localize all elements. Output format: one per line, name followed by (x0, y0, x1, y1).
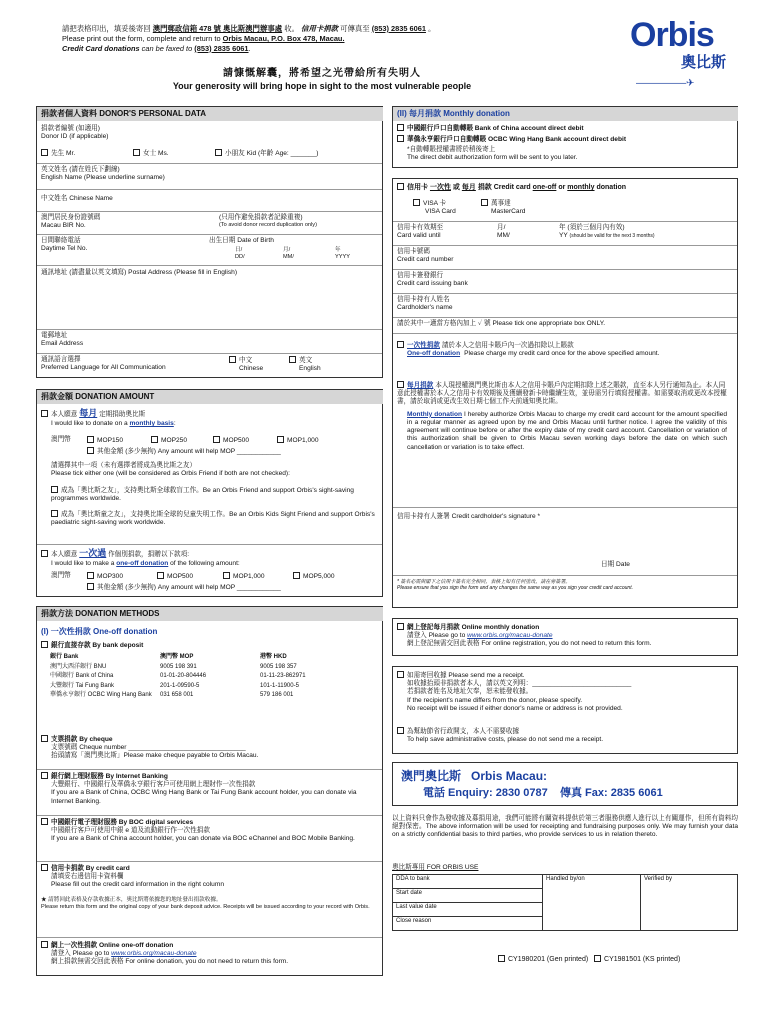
credit-card-method-checkbox[interactable] (41, 864, 48, 871)
receipt-addr-cn: 若捐款者姓名及地址欠奉，恕未能發收據。 (407, 688, 533, 696)
donation-amount-title: 捐款金額 DONATION AMOUNT (37, 390, 383, 404)
banner (62, 68, 582, 92)
donation-amount-panel (36, 389, 383, 597)
bir-note-en: (To avoid donor record duplication only) (219, 222, 317, 229)
dob-dd-cn: 日/ (235, 247, 243, 253)
mastercard-label-en: MasterCard (491, 208, 526, 216)
receipt-name-cn: 如收據抬頭非捐款者本人，請以英文列明：___________________________ (407, 680, 632, 688)
donor-id-label-en: Donor ID (if applicable) (41, 133, 109, 141)
monthly-cn-b: 每月 (79, 408, 98, 418)
boc-debit-label: 中國銀行戶口自動轉賬 Bank of China account direct debit (407, 125, 584, 132)
oneoff-mop500-label: MOP500 (167, 573, 194, 580)
monthly-cc-checkbox[interactable] (397, 381, 404, 388)
internet-banking-cn: 大豐銀行、中國銀行及華僑永亨銀行客戶可使用網上理財作一次性捐款 (51, 781, 256, 789)
month-en-a: Monthly donation (407, 410, 463, 418)
header-line3-fax: (853) 2835 6061 (194, 43, 249, 53)
code-ks: CY1981501 (KS printed) (604, 956, 681, 963)
header-line2: Please print out the form, complete and return to (62, 33, 221, 43)
bir-label-cn: 澳門居民身份證號碼 (41, 214, 101, 221)
cc-hdr-b: 一次性 (429, 184, 451, 191)
header-line3-a: Credit Card donations (62, 43, 140, 53)
donation-methods-panel (36, 606, 383, 976)
email-label-cn: 電郵地址 (41, 332, 68, 339)
mop250-checkbox[interactable] (151, 436, 158, 443)
holder-name-cn: 信用卡持有人姓名 (397, 296, 450, 303)
bir-label-en: Macau BIR No. (41, 222, 86, 230)
bank-deposit-label: 銀行直接存款 By bank deposit (51, 642, 144, 649)
orbis-use-table (392, 874, 738, 931)
credit-card-checkbox[interactable] (397, 183, 404, 190)
postal-address-label: 通訊地址 (請盡量以英文填寫) Postal Address (Please fill in English) (41, 269, 238, 276)
cheque-checkbox[interactable] (41, 735, 48, 742)
mop1000-checkbox[interactable] (277, 436, 284, 443)
monthly-donation-title: (II) 每月捐款 Monthly donation (393, 107, 738, 121)
bank-hkd: 579 186 001 (260, 692, 294, 698)
oneoff-other-checkbox[interactable] (87, 583, 94, 590)
orbis-use-row-label: Start date (393, 889, 543, 903)
banner-cn: 請慷慨解囊，將希望之光帶給所有失明人 (223, 68, 421, 79)
table-row (47, 663, 367, 673)
header-fax-number: (853) 2835 6061 (371, 24, 426, 33)
month-cn-b: 本人現授權澳門奧比斯由本人之信用卡賬戶內定期扣除上述之賬款，直至本人另行通知為止。本人同意此授權書於本人之信用卡有效期後及獲續發新卡時繼續生效，並毋需另行填寫授權書。如需要取消或更改本授權書，請於取消或更改生效日期七個工作天前通知奧比斯。 (397, 382, 727, 406)
online-monthly-label: 網上登記每月捐款 Online monthly donation (407, 624, 540, 631)
monthly-amount-checkbox[interactable] (41, 410, 48, 417)
deposit-note-en: Please return this form and the original copy of your bank deposit advice. Receipts will be issued according to your record with Orbis. (41, 903, 370, 910)
header-line1-mid: 收。 (284, 24, 299, 33)
handled-by-label: Handled by/on (543, 875, 641, 931)
online-oneoff-checkbox[interactable] (41, 941, 48, 948)
oneoff-amount-checkbox[interactable] (41, 550, 48, 557)
col-mop: 澳門幣 MOP (160, 654, 194, 660)
bank-hkd: 101-1-11900-5 (260, 682, 299, 689)
mastercard-label-cn: 萬事達 (491, 200, 511, 207)
logo-text: Orbis (630, 16, 714, 54)
bank-mop: 031 658 001 (160, 692, 194, 698)
online-oneoff-go: 請登入 Please go to (51, 950, 110, 958)
monthly-cn-c: 定期捐助奧比斯 (99, 411, 146, 418)
credit-card-method-cn: 請填妥右邊信用卡資料欄 (51, 873, 124, 881)
online-monthly-go: 請登入 Please go to (407, 632, 466, 640)
debit-note-cn: *自動轉賬授權書將於稍後寄上 (407, 146, 496, 153)
cc-hdr-e: 捐款 Credit card (477, 184, 531, 191)
bank-name: 華僑永亨銀行 OCBC Wing Hang Bank (50, 692, 152, 698)
ocbc-debit-checkbox[interactable] (397, 135, 404, 142)
lang-label-en: Preferred Language for All Communication (41, 364, 166, 372)
online-monthly-checkbox[interactable] (397, 623, 404, 630)
mop500-checkbox[interactable] (213, 436, 220, 443)
month-cn-a: 每月捐款 (407, 382, 434, 389)
gen-printed-checkbox[interactable] (498, 955, 505, 962)
kid-checkbox[interactable] (215, 149, 222, 156)
lang-label-cn: 通訊語言選擇 (41, 356, 81, 363)
personal-data-title: 捐款者個人資料 DONOR'S PERSONAL DATA (37, 107, 383, 121)
tel-label-en: Daytime Tel No. (41, 245, 88, 253)
oneoff-mop1000-checkbox[interactable] (223, 572, 230, 579)
banner-en: Your generosity will bring hope in sight to the most vulnerable people (172, 80, 472, 91)
header-instructions (62, 24, 622, 53)
header-line1-end: 。 (428, 24, 436, 33)
mop250-label: MOP250 (161, 437, 188, 444)
bank-deposit-checkbox[interactable] (41, 641, 48, 648)
tel-label-cn: 日間聯絡電話 (41, 237, 81, 244)
no-receipt-note: No receipt will be issued if either donor's name or address is not provided. (407, 704, 623, 712)
debit-note-en: The direct debit authorization form will be sent to you later. (407, 154, 578, 162)
contact-tel: 電話 Enquiry: 2830 0787 (423, 787, 548, 799)
orbis-use-row-label: Close reason (393, 917, 543, 931)
receipt-checkbox[interactable] (397, 671, 404, 678)
online-monthly-link[interactable]: www.orbis.org/macau-donate (467, 632, 553, 640)
oneoff-mop500-checkbox[interactable] (157, 572, 164, 579)
dob-mm: MM/ (283, 253, 294, 260)
donor-id-label-cn: 捐款者編號 (如適用) (41, 125, 100, 132)
oneoff-en-b: one-off donation (116, 560, 169, 567)
plane-icon: —————✈ (636, 78, 695, 89)
donation-methods-title: 捐款方法 DONATION METHODS (37, 607, 383, 621)
monthly-mop-cn: 澳門幣 (51, 436, 71, 443)
code-gen: CY1980201 (Gen printed) (508, 956, 589, 963)
internet-banking-checkbox[interactable] (41, 772, 48, 779)
valid-mm-cn: 月/ (497, 224, 506, 231)
english-label-en: English (299, 365, 321, 373)
cn-name-label: 中文姓名 Chinese Name (41, 195, 113, 202)
valid-until-cn: 信用卡有效期至 (397, 224, 444, 231)
mop500-label: MOP500 (223, 437, 250, 444)
month-en-b: I hereby authorize Orbis Macau to charge my credit card account for the amount specified in a regular manner as agreed upon by me and Orbis Macau until further notice. I agree the validity of this agreement will continue before or after the expiry date of my credit card account. Cancellation or variation of this authorization shall be given to Orbis Macau seven working days before the date on which such cancellation or variation is to take effect. (407, 410, 728, 451)
valid-yy-cn: 年 (須於三個月內有效) (559, 224, 625, 231)
personal-data-panel (36, 106, 383, 378)
english-label-cn: 英文 (299, 357, 313, 364)
ocbc-debit-label: 華僑永亨銀行戶口自動轉賬 OCBC Wing Hang Bank account direct debit (407, 136, 627, 143)
choose-cn: 請選擇其中一項（未有選擇者將成為奧比斯之友） (51, 462, 197, 469)
orbis-use-row-label: DDA to bank (393, 875, 543, 889)
oneoff-en-a: I would like to make a (51, 560, 115, 567)
oneoff-cn-a: 本人願意 (51, 551, 78, 558)
ccno-label-en: Credit card number (397, 256, 454, 264)
ccno-label-cn: 信用卡號碼 (397, 248, 430, 255)
deposit-note-cn: ★ 請將回此表格及存款收據正本，奧比斯將依據您的地址發出捐款收據。 (41, 897, 222, 903)
contact-title-en: Orbis Macau: (471, 769, 548, 783)
oneoff-mop-cn: 澳門幣 (51, 572, 71, 579)
chinese-label-cn: 中文 (239, 357, 253, 364)
mr-checkbox[interactable] (41, 149, 48, 156)
ms-checkbox[interactable] (133, 149, 140, 156)
dob-dd: DD/ (235, 253, 245, 260)
online-oneoff-label: 網上一次性捐款 Online one-off donation (51, 942, 174, 949)
once-cn-a: 一次性捐款 (407, 342, 440, 349)
cheque-number-label: 支票號碼 Cheque number ________________________________ (51, 744, 246, 752)
monthly-other-checkbox[interactable] (87, 447, 94, 454)
receipt-panel (392, 666, 738, 754)
mop150-checkbox[interactable] (87, 436, 94, 443)
signature-date-label: 日期 Date (601, 561, 630, 568)
sig-note-cn: * 簽名必需與閣下之信用卡簽名完全相同，表格上如有任何塗改，請在旁簽署。 (397, 579, 571, 585)
mop1000-label: MOP1,000 (287, 437, 319, 444)
boc-digital-en: If you are a Bank of China account holder, you can donate via BOC eChannel and BOC Mobile Banking. (51, 835, 355, 843)
bir-note-cn: (只用作避免捐款者記錄重複) (219, 214, 303, 221)
visa-label-cn: VISA 卡 (423, 200, 447, 207)
kids-sight-friend-label: 成為「奧比斯童之友」，支持奧比斯全球的兒童失明工作。Be an Orbis Kids Sight Friend and support Orbis's paediatric sight-saving work worldwide. (51, 511, 375, 527)
eng-name-label-en: English Name (Please underline surname) (41, 174, 165, 182)
oneoff-mop1000-label: MOP1,000 (233, 573, 265, 580)
oneoff-en-c: of the following amount: (170, 560, 240, 567)
contact-panel (392, 762, 738, 806)
boc-digital-cn: 中國銀行客戶可使用中銀 e 道及流動銀行作一次性捐款 (51, 827, 210, 835)
cc-hdr-i: donation (596, 184, 627, 191)
monthly-en-b: monthly basis (129, 420, 174, 427)
cardholder-signature-label: 信用卡持有人簽署 Credit cardholder's signature * (397, 513, 541, 520)
monthly-cn-a: 本人願意 (51, 411, 78, 418)
header-address-cn: 澳門郵政信箱 478 號 奧比斯澳門辦事處 (152, 24, 283, 33)
dob-mm-cn: 月/ (283, 247, 291, 253)
monthly-other-label: 其他金額 (多少無拘) Any amount will help MOP ____________ (97, 448, 281, 455)
valid-yy: YY (559, 232, 568, 240)
once-cn-b: 請於本人之信用卡賬戶內一次過扣除以上賬款 (441, 342, 574, 349)
oneoff-cn-c: 作個別捐款，捐贈以下款項: (108, 551, 190, 558)
internet-banking-label: 銀行網上理財服務 By Internet Banking (51, 773, 168, 780)
kid-label: 小朋友 Kid (年齡 Age: _______) (225, 150, 319, 157)
header-address-en: Orbis Macau, P.O. Box 478, Macau. (222, 33, 345, 43)
header-fax-cn: 可傳真至 (340, 24, 370, 33)
table-row (47, 691, 367, 701)
save-cost-cn: 為幫助節省行政開支，本人不需要收據 (407, 728, 520, 735)
bank-accounts-table (47, 653, 367, 701)
mop5000-checkbox[interactable] (293, 572, 300, 579)
valid-mm: MM/ (497, 232, 510, 240)
ks-printed-checkbox[interactable] (594, 955, 601, 962)
orbis-use-row-label: Last value date (393, 903, 543, 917)
cc-hdr-f: one-off (532, 184, 557, 191)
oneoff-cn-b: 一次過 (79, 548, 107, 558)
boc-digital-checkbox[interactable] (41, 818, 48, 825)
cc-hdr-h: monthly (567, 184, 595, 191)
oneoff-cc-checkbox[interactable] (397, 341, 404, 348)
valid-note: (should be valid for the next 3 months) (569, 233, 655, 240)
issuing-bank-cn: 信用卡簽發銀行 (397, 272, 444, 279)
once-en-a: One-off donation (407, 350, 461, 358)
orbis-friend-checkbox[interactable] (51, 486, 58, 493)
mop5000-label: MOP5,000 (303, 573, 335, 580)
issuing-bank-en: Credit card issuing bank (397, 280, 468, 288)
sig-note-en: Please ensure that you sign the form and any changes the same way as you sign your credit card account. (397, 585, 633, 592)
holder-name-en: Cardholder's name (397, 304, 453, 312)
col-bank: 銀行 Bank (50, 654, 79, 660)
once-en-b: Please charge my credit card once for the above specified amount. (464, 350, 660, 358)
dob-label: 出生日期 Date of Birth (209, 237, 274, 244)
credit-card-method-label: 信用卡捐款 By credit card (51, 865, 130, 872)
bank-mop: 201-1-09590-5 (160, 682, 200, 689)
valid-until-en: Card valid until (397, 232, 441, 240)
cc-hdr-c: 或 (452, 184, 460, 191)
boc-digital-label: 中國銀行電子理財服務 By BOC digital services (51, 819, 194, 826)
contact-title-cn: 澳門奧比斯 (401, 769, 462, 783)
bank-mop: 9005 198 391 (160, 663, 197, 670)
receipt-name-en: If the recipient's name differs from the donor, please specify. (407, 696, 583, 704)
bank-hkd: 01-11-23-862971 (260, 673, 306, 679)
cc-hdr-g: or (558, 184, 566, 191)
eng-name-label-cn: 英文姓名 (請在姓氏下劃線) (41, 166, 120, 173)
ms-label: 女士 Ms. (143, 150, 169, 157)
cc-hdr-d: 每月 (461, 184, 476, 191)
english-checkbox[interactable] (289, 356, 296, 363)
chinese-checkbox[interactable] (229, 356, 236, 363)
orbis-friend-label: 成為「奧比斯之友」，支持奧比斯全球救盲工作。Be an Orbis Friend and support Orbis's sight-saving programmes worldwide. (51, 487, 354, 503)
logo-cn: 奧比斯 (680, 54, 726, 71)
mop150-label: MOP150 (97, 437, 124, 444)
cc-hdr-a: 信用卡 (407, 184, 428, 191)
mop300-label: MOP300 (97, 573, 124, 580)
bank-hkd: 9005 198 357 (260, 663, 297, 670)
save-cost-en: To help save administrative costs, please do not send me a receipt. (407, 736, 604, 744)
footer-codes (498, 955, 680, 965)
contact-fax: 傳真 Fax: 2835 6061 (559, 787, 663, 799)
tick-note: 請於其中一適當方格內加上 ✓ 號 Please tick one appropriate box ONLY. (397, 320, 606, 327)
bank-name: 大豐銀行 Tai Fung Bank (50, 682, 115, 689)
oneoff-other-label: 其他金額 (多少無拘) Any amount will help MOP ____________ (97, 584, 281, 591)
orbis-use-title: 奧比斯專用 FOR ORBIS USE (392, 864, 479, 871)
dob-yy: YYYY (335, 253, 350, 260)
choose-en: Please tick either one (will be considered as Orbis Friend if both are not checked): (51, 470, 290, 478)
online-monthly-panel (392, 618, 738, 656)
boc-debit-checkbox[interactable] (397, 124, 404, 131)
orbis-logo (630, 18, 730, 90)
bank-name: 中國銀行 Bank of China (50, 673, 114, 679)
bank-name: 澳門大西洋銀行 BNU (50, 663, 107, 670)
col-hkd: 港幣 HKD (260, 654, 287, 660)
credit-card-panel (392, 178, 738, 608)
monthly-en-c: : (173, 420, 176, 427)
email-label-en: Email Address (41, 340, 84, 348)
bank-mop: 01-01-20-804446 (160, 673, 207, 679)
monthly-en-a: I would like to donate on a (51, 420, 128, 427)
online-oneoff-link[interactable]: www.orbis.org/macau-donate (111, 950, 197, 958)
dob-yy-cn: 年 (335, 247, 341, 253)
receipt-label: 如需寄回收據 Please send me a receipt. (407, 672, 525, 679)
table-row (47, 672, 367, 682)
mr-label: 先生 Mr. (51, 150, 76, 157)
kids-sight-friend-checkbox[interactable] (51, 510, 58, 517)
online-oneoff-note: 網上捐款無需交回此表格 For online donation, you do not need to return this form. (51, 958, 289, 966)
internet-banking-en: If you are a Bank of China, OCBC Wing Hang Bank or Tai Fung Bank account holder, you can donate via Internet Banking. (51, 789, 357, 805)
cheque-label: 支票捐款 By cheque (51, 736, 113, 743)
mastercard-checkbox[interactable] (481, 199, 488, 206)
verified-by-label: Verified by (641, 875, 738, 931)
mop300-checkbox[interactable] (87, 572, 94, 579)
oneoff-donation-header: (I) 一次性捐款 One-off donation (41, 627, 158, 636)
privacy-statement: 以上資料只會作為發收據及募捐用途，我們可能將有關資料提供於第三者服務供應人進行以上有關運作，但所有資料均絕對保密。The above information will be used for receipting and fundraising purposes only. We may furnish your data on a strictly confidential basis to third parties, who provide services to us in relation thereto. (392, 815, 738, 839)
visa-checkbox[interactable] (413, 199, 420, 206)
visa-label-en: VISA Card (425, 208, 456, 216)
header-line1-prefix: 請把表格印出，填妥後寄回 (62, 24, 151, 33)
table-row (47, 682, 367, 692)
monthly-donation-panel (392, 106, 738, 168)
cheque-payable-note: 抬頭請寫「澳門奧比斯」Please make cheque payable to Orbis Macau. (51, 752, 259, 760)
header-line3-b: can be faxed to (141, 43, 193, 53)
header-line3-end: . (248, 43, 251, 53)
no-receipt-checkbox[interactable] (397, 727, 404, 734)
online-monthly-note: 網上登記無需交回此表格 For online registration, you do not need to return this form. (407, 640, 652, 648)
chinese-label-en: Chinese (239, 365, 264, 373)
header-cc-cn: 信用卡捐款 (301, 24, 339, 33)
credit-card-method-en: Please fill out the credit card information in the right column (51, 881, 224, 889)
